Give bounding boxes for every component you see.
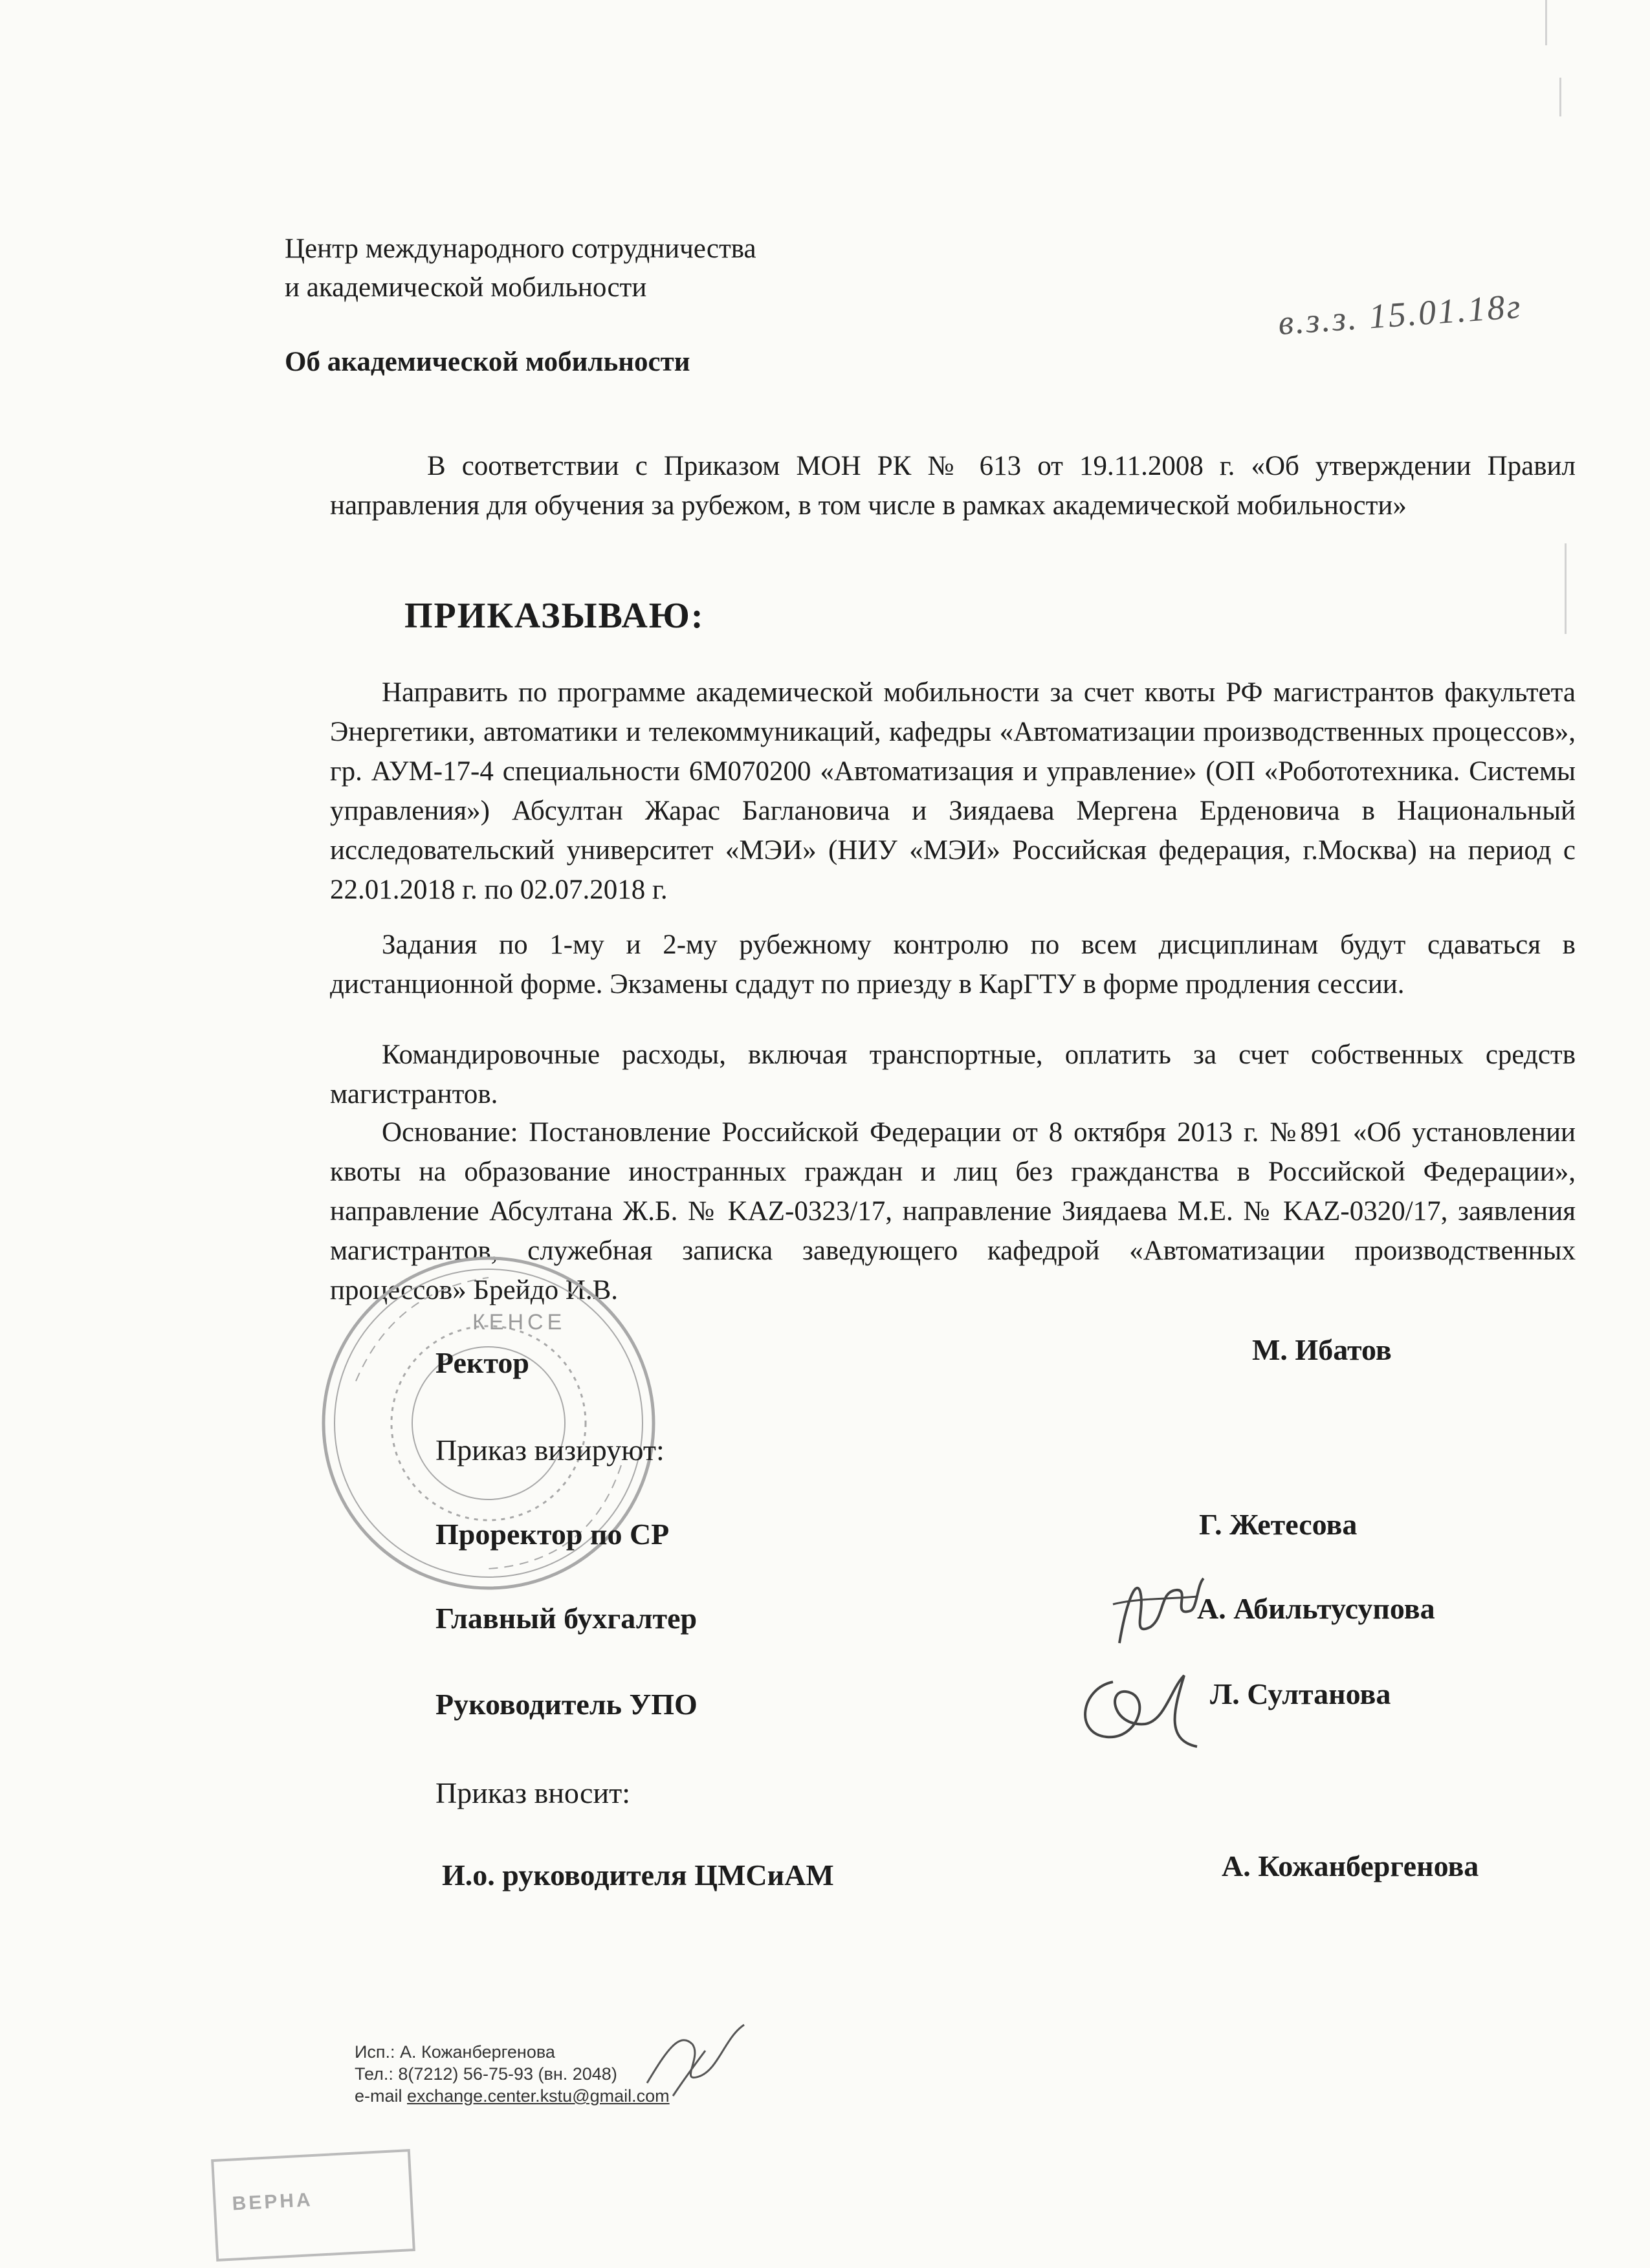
- copy-verified-stamp: [211, 2149, 415, 2262]
- visa-name-head-upo: Л. Султанова: [1210, 1677, 1391, 1710]
- visa-name-vice-rector: Г. Жетесова: [1199, 1508, 1358, 1541]
- visa-name-chief-accountant: А. Абильтусупова: [1197, 1592, 1435, 1625]
- submitter-name: А. Кожанбергенова: [1222, 1849, 1479, 1882]
- sender-line-2: и академической мобильности: [285, 272, 647, 303]
- handwritten-note: в.з.з. 15.01.18г: [1277, 286, 1524, 343]
- submitter-title: И.о. руководителя ЦМСиАМ: [442, 1859, 834, 1892]
- scan-edge-line: [1565, 543, 1567, 634]
- submitted-label: Приказ вносит:: [435, 1776, 630, 1809]
- seal-text: КЕНСЕ: [472, 1310, 566, 1335]
- executor-email-row: [355, 2085, 670, 2107]
- paragraph-basis: Основание: Постановление Российской Федерации от 8 октября 2013 г. №891 «Об установлении квоты на образование иностранных граждан и лиц без гражданства в Российской Федерации», направление Абсултана Ж.Б. № KAZ-0323/17, направление Зиядаева М.Е. № KAZ-0320/17, заявления магистрантов, служебная записка заведующего кафедрой «Автоматизации производственных процессов» Брейдо И.В.: [330, 1117, 1576, 1305]
- visa-title-chief-accountant: Главный бухгалтер: [435, 1602, 698, 1635]
- copy-stamp-text: ВЕРНА: [231, 2189, 314, 2215]
- executor-email: exchange.center.kstu@gmail.com: [407, 2086, 670, 2106]
- sender-block: [285, 230, 756, 307]
- executor-name: Исп.: А. Кожанбергенова: [355, 2042, 555, 2062]
- signature-head-upo: [1061, 1656, 1210, 1760]
- order-heading: ПРИКАЗЫВАЮ:: [404, 596, 705, 636]
- sender-line-1: Центр международного сотрудничества: [285, 234, 756, 264]
- visa-title-head-upo: Руководитель УПО: [435, 1688, 698, 1721]
- scan-edge-line: [1545, 0, 1547, 45]
- email-label: e-mail: [355, 2086, 402, 2106]
- paragraph-direction: Направить по программе академической мобильности за счет квоты РФ магистрантов факультета Энергетики, автоматики и телекоммуникаций, кафедры «Автоматизации производственных процессов», гр. АУМ-17-4 специальности 6М070200 «Автоматизация и управление» (ОП «Робототехника. Системы управления») Абсултан Жарас Баглановича и Зиядаева Мергена Ерденовича в Национальный исследовательский университет «МЭИ» (НИУ «МЭИ» Российская федерация, г.Москва) на период с 22.01.2018 г. по 02.07.2018 г.: [330, 677, 1576, 905]
- executor-phone: Тел.: 8(7212) 56-75-93 (вн. 2048): [355, 2064, 617, 2084]
- paragraph-expenses: Командировочные расходы, включая транспортные, оплатить за счет собственных средств магистрантов.: [330, 1040, 1576, 1109]
- intro-paragraph: В соответствии с Приказом МОН РК № 613 от 19.11.2008 г. «Об утверждении Правил направления для обучения за рубежом, в том числе в рамках академической мобильности»: [330, 451, 1576, 521]
- document-subject: Об академической мобильности: [285, 347, 690, 377]
- rector-name: М. Ибатов: [1252, 1333, 1392, 1366]
- signature-executor: [634, 2012, 757, 2102]
- paragraph-assignments: Задания по 1-му и 2-му рубежному контролю по всем дисциплинам будут сдаваться в дистанционной форме. Экзамены сдадут по приезду в КарГТУ в форме продления сессии.: [330, 930, 1576, 999]
- executor-info: [355, 2041, 670, 2107]
- rector-title: Ректор: [435, 1346, 529, 1379]
- scan-edge-line: [1559, 78, 1561, 116]
- vised-label: Приказ визируют:: [435, 1434, 665, 1467]
- signature-chief-accountant: [1100, 1565, 1210, 1663]
- visa-title-vice-rector: Проректор по СР: [435, 1518, 670, 1551]
